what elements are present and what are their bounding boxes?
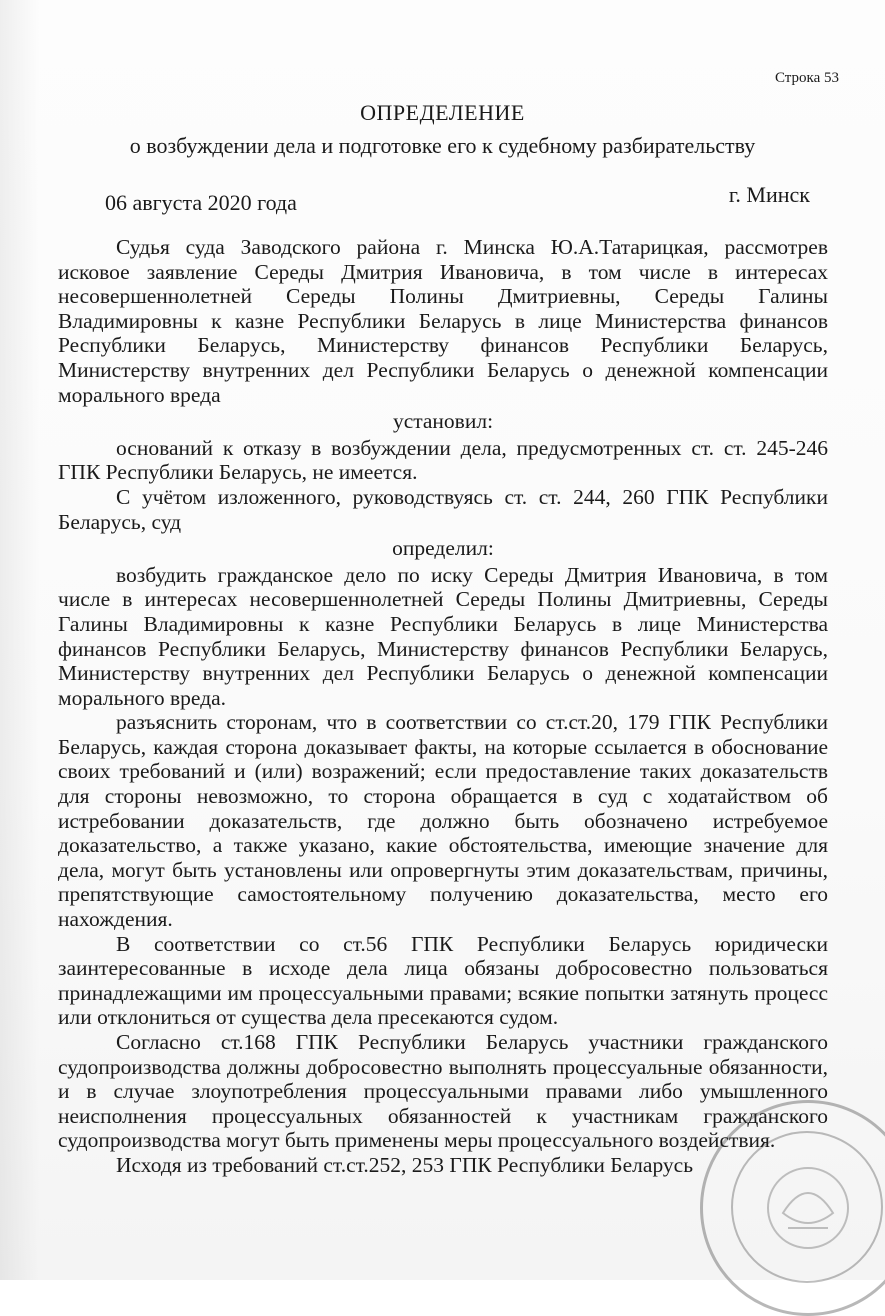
established-paragraph: оснований к отказу в возбуждении дела, предусмотренных ст. ст. 245-246 ГПК Республики Беларусь, не имеется. — [58, 435, 828, 485]
document-date: 06 августа 2020 года — [105, 190, 297, 215]
document-title: ОПРЕДЕЛЕНИЕ — [360, 100, 525, 125]
court-seal-stamp — [700, 1100, 885, 1316]
document-body — [58, 235, 828, 1178]
document-subtitle: о возбуждении дела и подготовке его к судебному разбирательству — [129, 133, 756, 158]
intro-paragraph: Судья суда Заводского района г. Минска Ю.А.Татарицкая, рассмотрев исковое заявление Середы Дмитрия Ивановича, в том числе в интересах несовершеннолетней Середы Полины Дмитриевны, Середы Галины Владимировны к казне Республики Беларусь в лице Министерства финансов Республики Беларусь, Министерству финансов Республики Беларусь, Министерству внутренних дел Республики Беларусь о денежной компенсации морального вреда — [58, 235, 828, 407]
art56-paragraph: В соответствии со ст.56 ГПК Республики Беларусь юридически заинтересованные в исходе дела лица обязаны добросовестно пользоваться принадлежащими им процессуальными правами; всякие попытки затянуть процесс или отклониться от существа дела пресекаются судом. — [58, 931, 828, 1030]
explain-paragraph: разъяснить сторонам, что в соответствии со ст.ст.20, 179 ГПК Республики Беларусь, каждая сторона доказывает факты, на которые ссылается в обоснование своих требований и (или) возражений; если предоставление таких доказательств для стороны невозможно, то сторона обращается в суд с ходатайством об истребовании доказательств, где должно быть обозначено истребуемое доказательство, а также указано, какие обстоятельства, имеющие значение для дела, могут быть установлены или опровергнуты этим доказательствам, причины, препятствующие самостоятельному получению доказательства, место его нахождения. — [58, 710, 828, 932]
determined-paragraph: возбудить гражданское дело по иску Середы Дмитрия Ивановича, в том числе в интересах несовершеннолетней Середы Полины Дмитриевны, Середы Галины Владимировны к казне Республики Беларусь в лице Министерства финансов Республики Беларусь, Министерству финансов Республики Беларусь, Министерству внутренних дел Республики Беларусь о денежной компенсации морального вреда. — [58, 562, 828, 710]
seal-emblem-icon — [703, 1103, 885, 1313]
page-edge-shadow — [0, 0, 40, 1280]
determined-heading: определил: — [392, 536, 494, 561]
document-city: г. Минск — [728, 182, 810, 207]
established-heading: установил: — [392, 409, 494, 434]
art168-paragraph: Согласно ст.168 ГПК Республики Беларусь участники гражданского судопроизводства должны добросовестно выполнять процессуальные обязанности, и в случае злоупотребления процессуальными правами либо умышленного неисполнения процессуальных обязанностей к участникам гражданского судопроизводства могут быть применены меры процессуального воздействия. — [58, 1030, 828, 1153]
line-label: Строка 53 — [774, 70, 839, 86]
guided-paragraph: С учётом изложенного, руководствуясь ст. ст. 244, 260 ГПК Республики Беларусь, суд — [58, 484, 828, 534]
last-paragraph: Исходя из требований ст.ст.252, 253 ГПК Республики Беларусь — [116, 1152, 694, 1177]
